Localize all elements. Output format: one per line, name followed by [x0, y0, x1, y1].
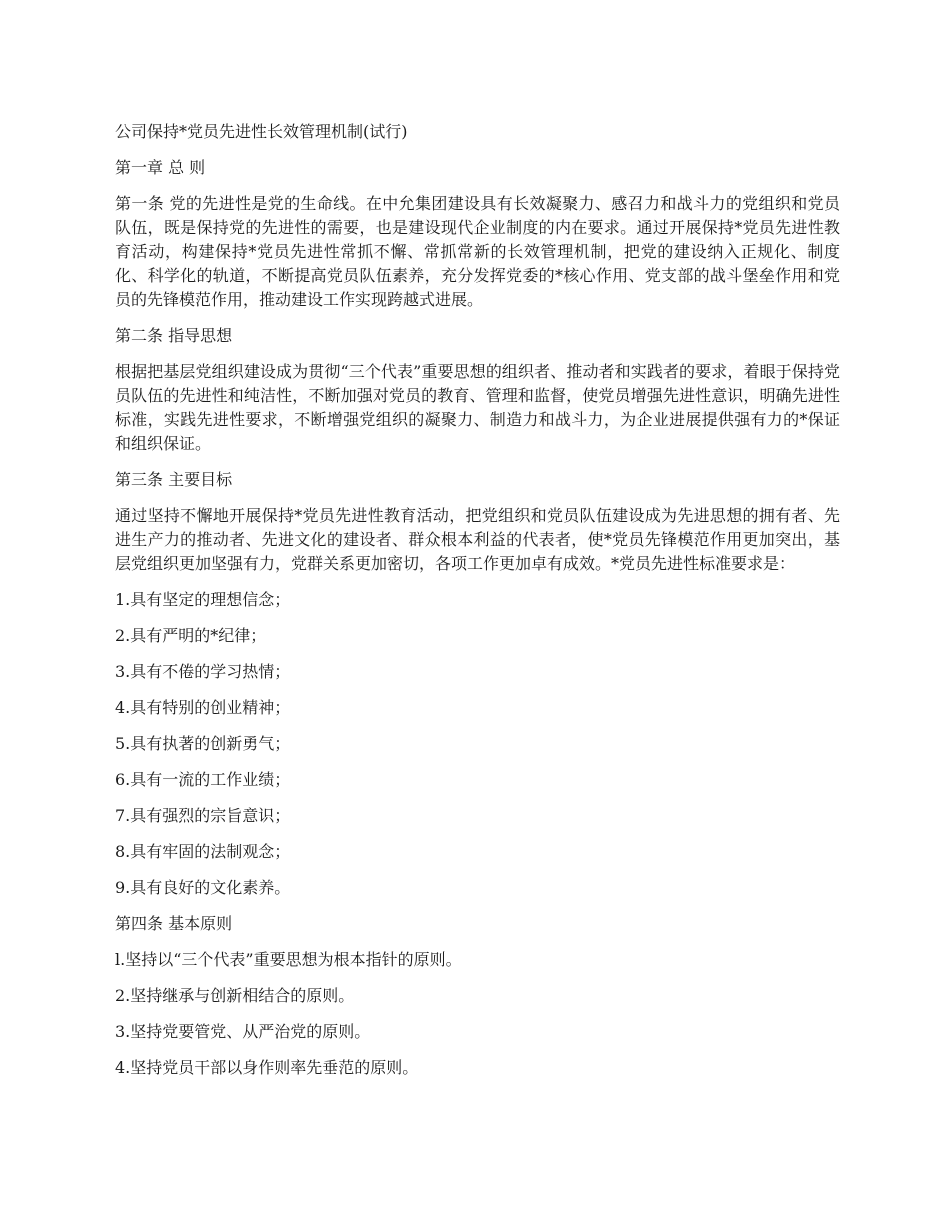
document-page	[115, 120, 840, 1092]
standard-item: 5.具有执著的创新勇气；	[115, 734, 291, 753]
principle-item: l.坚持以“三个代表”重要思想为根本指针的原则。	[115, 950, 462, 969]
standard-item: 6.具有一流的工作业绩；	[115, 770, 291, 789]
principle-item: 4.坚持党员干部以身作则率先垂范的原则。	[115, 1058, 419, 1077]
article-3-heading: 第三条 主要目标	[115, 470, 233, 489]
article-1-paragraph: 第一条 党的先进性是党的生命线。在中允集团建设具有长效凝聚力、感召力和战斗力的党组织和党员队伍，既是保持党的先进性的需要，也是建设现代企业制度的内在要求。通过开展保持*党员先进性教育活动，构建保持*党员先进性常抓不懈、常抓常新的长效管理机制，把党的建设纳入正规化、制度化、科学化的轨道，不断提高党员队伍素养，充分发挥党委的*核心作用、党支部的战斗堡垒作用和党员的先锋模范作用，推动建设工作实现跨越式进展。	[115, 194, 840, 309]
standard-item: 7.具有强烈的宗旨意识；	[115, 806, 291, 825]
article-2-paragraph: 根据把基层党组织建设成为贯彻“三个代表”重要思想的组织者、推动者和实践者的要求，着眼于保持党员队伍的先进性和纯洁性，不断加强对党员的教育、管理和监督，使党员增强先进性意识，明确先进性标准，实践先进性要求，不断增强党组织的凝聚力、制造力和战斗力，为企业进展提供强有力的*保证和组织保证。	[115, 362, 840, 453]
standard-item: 4.具有特别的创业精神；	[115, 698, 291, 717]
principle-item: 2.坚持继承与创新相结合的原则。	[115, 986, 355, 1005]
article-4-heading: 第四条 基本原则	[115, 914, 233, 933]
principle-item: 3.坚持党要管党、从严治党的原则。	[115, 1022, 371, 1041]
article-2-heading: 第二条 指导思想	[115, 326, 233, 345]
document-title: 公司保持*党员先进性长效管理机制(试行)	[115, 122, 408, 141]
article-3-paragraph: 通过坚持不懈地开展保持*党员先进性教育活动，把党组织和党员队伍建设成为先进思想的拥有者、先进生产力的推动者、先进文化的建设者、群众根本利益的代表者，使*党员先锋模范作用更加突出，基层党组织更加坚强有力，党群关系更加密切，各项工作更加卓有成效。*党员先进性标准要求是：	[115, 506, 840, 573]
standard-item: 2.具有严明的*纪律；	[115, 626, 267, 645]
standard-item: 8.具有牢固的法制观念；	[115, 842, 291, 861]
standard-item: 3.具有不倦的学习热情；	[115, 662, 291, 681]
standard-item: 9.具有良好的文化素养。	[115, 878, 291, 897]
standard-item: 1.具有坚定的理想信念；	[115, 590, 291, 609]
chapter-heading: 第一章 总 则	[115, 158, 206, 177]
